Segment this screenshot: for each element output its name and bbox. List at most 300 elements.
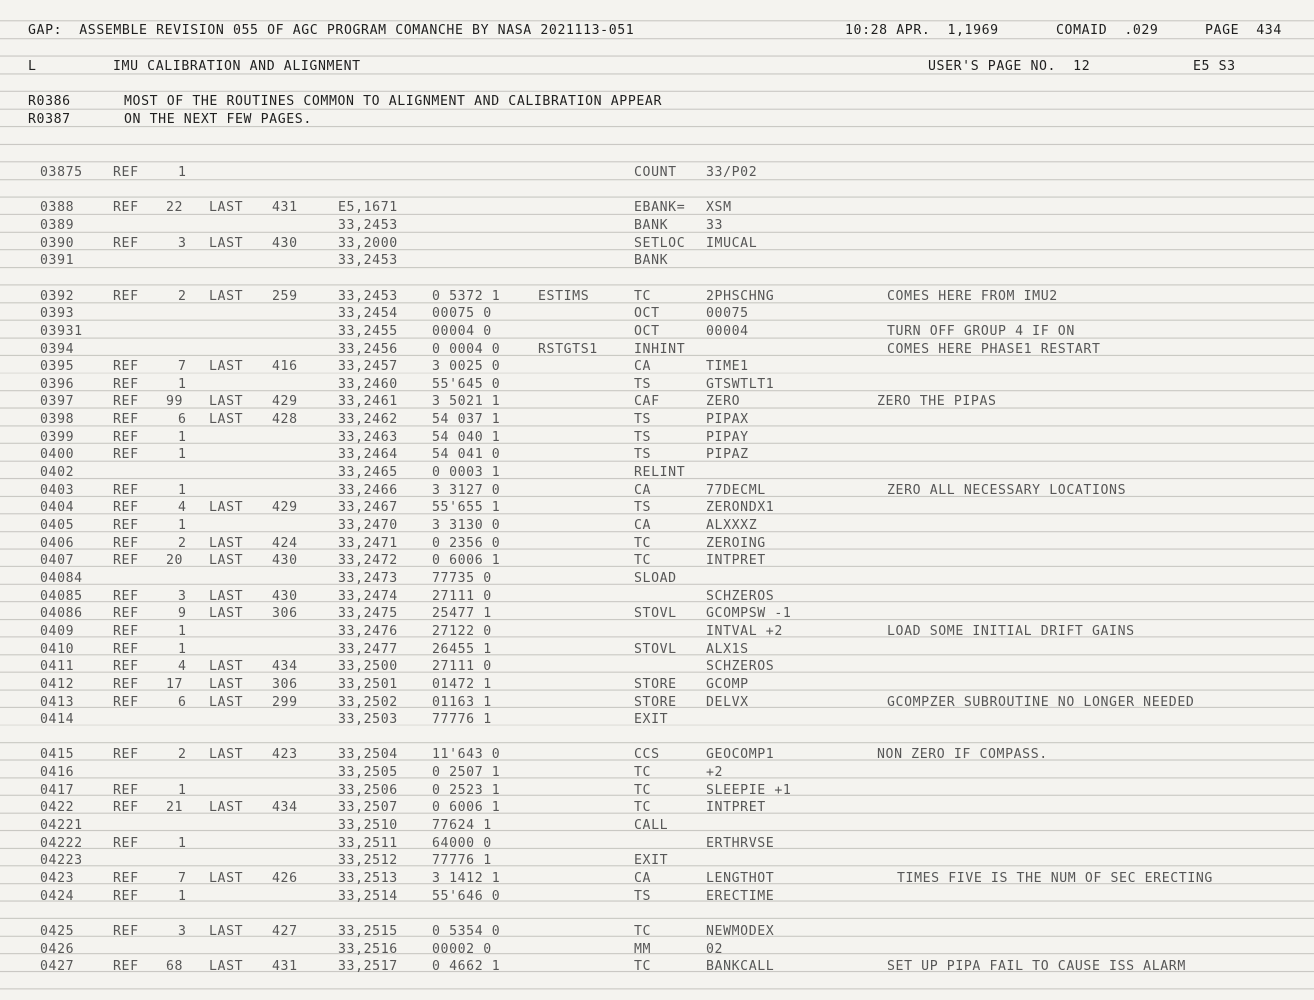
line-number: 0395: [40, 359, 75, 375]
ref-count: 20: [166, 553, 184, 569]
last-page: 431: [272, 959, 298, 975]
line-number: 0397: [40, 394, 75, 410]
ref-label: REF: [113, 800, 139, 816]
octal-word: 77776 1: [432, 712, 492, 728]
octal-word: 54 041 0: [432, 447, 501, 463]
ref-count: 17: [166, 676, 184, 692]
octal-word: 3 3130 0: [432, 518, 501, 533]
address: 33,2471: [338, 535, 398, 551]
operand: XSM: [706, 200, 732, 216]
octal-word: 0 2507 1: [432, 765, 501, 781]
last-page: 306: [272, 606, 298, 622]
opcode: STOVL: [634, 641, 677, 657]
blank-row: [0, 729, 1314, 747]
opcode: INHINT: [634, 341, 686, 357]
ref-count: 4: [178, 500, 187, 516]
address: 33,2517: [338, 959, 398, 975]
ref-count: 1: [178, 835, 187, 851]
address: 33,2473: [338, 571, 398, 586]
address: 33,2453: [338, 253, 398, 269]
last-label: LAST: [209, 588, 244, 604]
ref-label: REF: [113, 359, 139, 375]
listing-row: [0, 446, 1314, 464]
ref-count: 1: [178, 429, 187, 445]
listing-row: [0, 852, 1314, 870]
opcode: EBANK=: [634, 200, 686, 216]
octal-word: 54 040 1: [432, 429, 501, 445]
address: 33,2466: [338, 482, 398, 498]
octal-word: 0 6006 1: [432, 553, 501, 569]
listing-row: [0, 623, 1314, 641]
ref-label: REF: [113, 553, 139, 569]
operand: SLEEPIE +1: [706, 782, 792, 798]
address: 33,2454: [338, 306, 398, 322]
opcode: BANK: [634, 217, 669, 233]
address: 33,2453: [338, 288, 398, 304]
octal-word: 0 0004 0: [432, 341, 501, 357]
opcode: STOVL: [634, 606, 677, 622]
operand: 02: [706, 941, 724, 957]
ref-count: 99: [166, 394, 184, 410]
last-label: LAST: [209, 500, 244, 516]
address: 33,2516: [338, 941, 398, 957]
listing-row: [0, 764, 1314, 782]
last-page: 430: [272, 588, 298, 604]
opcode: TS: [634, 412, 652, 428]
ref-label: REF: [113, 394, 139, 410]
listing-row: [0, 393, 1314, 411]
listing-row: [0, 694, 1314, 712]
listing-row: [0, 235, 1314, 253]
opcode: OCT: [634, 306, 660, 322]
octal-word: 0 4662 1: [432, 959, 501, 975]
line-number: 0399: [40, 429, 75, 445]
last-label: LAST: [209, 235, 244, 251]
ref-label: REF: [113, 447, 139, 463]
ref-count: 3: [178, 235, 187, 251]
ref-label: REF: [113, 588, 139, 604]
opcode: TC: [634, 535, 652, 551]
opcode: CAF: [634, 394, 660, 410]
address: 33,2506: [338, 782, 398, 798]
listing-row: [0, 464, 1314, 482]
listing-row: [0, 552, 1314, 570]
line-number: 0402: [40, 465, 75, 480]
line-number: 0409: [40, 623, 75, 639]
listing-row: [0, 676, 1314, 694]
listing-row: [0, 217, 1314, 235]
opcode: TC: [634, 782, 652, 798]
last-label: LAST: [209, 959, 244, 975]
listing-row: [0, 288, 1314, 306]
listing-row: [0, 588, 1314, 606]
octal-word: 25477 1: [432, 606, 492, 622]
operand: ZERO: [706, 394, 741, 410]
address: 33,2510: [338, 818, 398, 833]
opcode: OCT: [634, 323, 660, 339]
last-page: 426: [272, 871, 298, 886]
opcode: TC: [634, 765, 652, 781]
ref-label: REF: [113, 235, 139, 251]
listing-row: [0, 252, 1314, 270]
ref-count: 1: [178, 518, 187, 533]
line-number: 0422: [40, 800, 75, 816]
ref-count: 1: [178, 376, 187, 392]
line-number: 0390: [40, 235, 75, 251]
operand: ALX1S: [706, 641, 749, 657]
section-code: E5 S3: [1193, 59, 1236, 74]
last-page: 306: [272, 676, 298, 692]
last-page: 299: [272, 694, 298, 710]
header-datetime: 10:28 APR. 1,1969: [845, 23, 999, 38]
address: 33,2463: [338, 429, 398, 445]
opcode: CALL: [634, 818, 669, 833]
listing-row: [0, 817, 1314, 835]
line-number: 0400: [40, 447, 75, 463]
comment: TURN OFF GROUP 4 IF ON: [887, 323, 1075, 339]
octal-word: 27111 0: [432, 659, 492, 675]
ref-count: 21: [166, 800, 184, 816]
octal-word: 55'655 1: [432, 500, 501, 516]
address: 33,2456: [338, 341, 398, 357]
operand: PIPAX: [706, 412, 749, 428]
operand: GCOMPSW -1: [706, 606, 792, 622]
section-title: IMU CALIBRATION AND ALIGNMENT: [113, 59, 361, 74]
ref-label: REF: [113, 659, 139, 675]
octal-word: 77776 1: [432, 853, 492, 869]
subheader-line: [0, 58, 1314, 76]
line-number: 0425: [40, 923, 75, 939]
last-label: LAST: [209, 923, 244, 939]
comment: NON ZERO IF COMPASS.: [877, 747, 1048, 763]
line-number: 04084: [40, 571, 83, 586]
header-page: PAGE 434: [1205, 23, 1282, 38]
ref-label: REF: [113, 288, 139, 304]
line-number: 0410: [40, 641, 75, 657]
octal-word: 01472 1: [432, 676, 492, 692]
ref-count: 2: [178, 288, 187, 304]
listing-row: [0, 799, 1314, 817]
operand: TIME1: [706, 359, 749, 375]
ref-count: 3: [178, 588, 187, 604]
ref-label: REF: [113, 606, 139, 622]
code-label: RSTGTS1: [538, 341, 598, 357]
comment: LOAD SOME INITIAL DRIFT GAINS: [887, 623, 1135, 639]
operand: GTSWTLT1: [706, 376, 775, 392]
line-number: 0405: [40, 518, 75, 533]
last-page: 259: [272, 288, 298, 304]
operand: 33: [706, 217, 724, 233]
remark-id: R0386: [28, 94, 71, 109]
ref-label: REF: [113, 835, 139, 851]
octal-word: 0 2523 1: [432, 782, 501, 798]
remark-line: [0, 111, 1314, 129]
operand: 00075: [706, 306, 749, 322]
last-label: LAST: [209, 412, 244, 428]
operand: PIPAZ: [706, 447, 749, 463]
ref-count: 6: [178, 694, 187, 710]
address: 33,2504: [338, 747, 398, 763]
octal-word: 55'645 0: [432, 376, 501, 392]
address: 33,2515: [338, 923, 398, 939]
line-number: 0427: [40, 959, 75, 975]
last-page: 430: [272, 553, 298, 569]
ref-count: 1: [178, 482, 187, 498]
comment: ZERO THE PIPAS: [877, 394, 997, 410]
address: 33,2457: [338, 359, 398, 375]
last-page: 434: [272, 659, 298, 675]
opcode: TS: [634, 429, 652, 445]
ref-count: 9: [178, 606, 187, 622]
last-label: LAST: [209, 871, 244, 886]
listing-row: [0, 482, 1314, 500]
opcode: TC: [634, 288, 652, 304]
header-comaid: COMAID .029: [1056, 23, 1159, 38]
comment: SET UP PIPA FAIL TO CAUSE ISS ALARM: [887, 959, 1186, 975]
ref-label: REF: [113, 165, 139, 180]
opcode: CA: [634, 482, 652, 498]
line-number: 0406: [40, 535, 75, 551]
operand: GEOCOMP1: [706, 747, 775, 763]
address: 33,2464: [338, 447, 398, 463]
listing-row: [0, 323, 1314, 341]
octal-word: 00075 0: [432, 306, 492, 322]
line-number: 04086: [40, 606, 83, 622]
opcode: TC: [634, 923, 652, 939]
line-number: 04222: [40, 835, 83, 851]
operand: SCHZEROS: [706, 659, 775, 675]
ref-count: 2: [178, 747, 187, 763]
listing-row: [0, 358, 1314, 376]
listing-row: [0, 429, 1314, 447]
ref-label: REF: [113, 923, 139, 939]
octal-word: 54 037 1: [432, 412, 501, 428]
octal-word: 0 5354 0: [432, 923, 501, 939]
ref-count: 4: [178, 659, 187, 675]
operand: BANKCALL: [706, 959, 775, 975]
opcode: TS: [634, 376, 652, 392]
address: 33,2470: [338, 518, 398, 533]
last-label: LAST: [209, 535, 244, 551]
line-number: 0391: [40, 253, 75, 269]
comment: TIMES FIVE IS THE NUM OF SEC ERECTING: [897, 871, 1213, 886]
address: 33,2514: [338, 888, 398, 904]
header-line: [0, 22, 1314, 40]
address: 33,2513: [338, 871, 398, 886]
operand: ZERONDX1: [706, 500, 775, 516]
ref-label: REF: [113, 782, 139, 798]
octal-word: 77735 0: [432, 571, 492, 586]
octal-word: 00004 0: [432, 323, 492, 339]
line-number: 04085: [40, 588, 83, 604]
last-label: LAST: [209, 747, 244, 763]
operand: 00004: [706, 323, 749, 339]
address: 33,2512: [338, 853, 398, 869]
octal-word: 0 0003 1: [432, 465, 501, 480]
listing-row: [0, 658, 1314, 676]
operand: PIPAY: [706, 429, 749, 445]
operand: LENGTHOT: [706, 871, 775, 886]
opcode: SLOAD: [634, 571, 677, 586]
listing-row: [0, 517, 1314, 535]
last-page: 428: [272, 412, 298, 428]
last-page: 416: [272, 359, 298, 375]
line-number: 0426: [40, 941, 75, 957]
ref-label: REF: [113, 888, 139, 904]
last-label: LAST: [209, 200, 244, 216]
listing-row: [0, 870, 1314, 888]
address: 33,2511: [338, 835, 398, 851]
ref-count: 3: [178, 923, 187, 939]
line-number: 0394: [40, 341, 75, 357]
ref-label: REF: [113, 200, 139, 216]
line-number: 0389: [40, 217, 75, 233]
listing-row: [0, 641, 1314, 659]
listing-row: [0, 835, 1314, 853]
operand: IMUCAL: [706, 235, 758, 251]
last-label: LAST: [209, 676, 244, 692]
opcode: STORE: [634, 694, 677, 710]
ref-label: REF: [113, 694, 139, 710]
opcode: TC: [634, 553, 652, 569]
remark-line: [0, 93, 1314, 111]
last-label: LAST: [209, 606, 244, 622]
operand: ALXXXZ: [706, 518, 758, 533]
operand: DELVX: [706, 694, 749, 710]
listing-row: [0, 376, 1314, 394]
listing-row: [0, 305, 1314, 323]
octal-word: 55'646 0: [432, 888, 501, 904]
address: 33,2500: [338, 659, 398, 675]
comment: COMES HERE FROM IMU2: [887, 288, 1058, 304]
ref-label: REF: [113, 535, 139, 551]
operand: 2PHSCHNG: [706, 288, 775, 304]
line-number: 0392: [40, 288, 75, 304]
operand: 77DECML: [706, 482, 766, 498]
octal-word: 64000 0: [432, 835, 492, 851]
ref-label: REF: [113, 412, 139, 428]
address: 33,2502: [338, 694, 398, 710]
blank-row: [0, 270, 1314, 288]
listing-row: [0, 164, 1314, 182]
last-label: LAST: [209, 553, 244, 569]
last-page: 429: [272, 394, 298, 410]
opcode: CA: [634, 359, 652, 375]
line-number: 0414: [40, 712, 75, 728]
octal-word: 27111 0: [432, 588, 492, 604]
ref-count: 22: [166, 200, 184, 216]
listing-row: [0, 605, 1314, 623]
address: 33,2507: [338, 800, 398, 816]
listing-row: [0, 711, 1314, 729]
line-number: 03931: [40, 323, 83, 339]
operand: SCHZEROS: [706, 588, 775, 604]
line-number: 0413: [40, 694, 75, 710]
ref-label: REF: [113, 429, 139, 445]
opcode: SETLOC: [634, 235, 686, 251]
listing-row: [0, 958, 1314, 976]
line-number: 0396: [40, 376, 75, 392]
opcode: TC: [634, 800, 652, 816]
opcode: TS: [634, 447, 652, 463]
ref-label: REF: [113, 518, 139, 533]
address: E5,1671: [338, 200, 398, 216]
address: 33,2465: [338, 465, 398, 480]
listing-row: [0, 411, 1314, 429]
ref-label: REF: [113, 623, 139, 639]
ref-count: 1: [178, 623, 187, 639]
last-label: LAST: [209, 694, 244, 710]
blank-row: [0, 905, 1314, 923]
ref-label: REF: [113, 500, 139, 516]
octal-word: 77624 1: [432, 818, 492, 833]
listing-row: [0, 341, 1314, 359]
remark-text: MOST OF THE ROUTINES COMMON TO ALIGNMENT AND CALIBRATION APPEAR: [124, 94, 662, 109]
octal-word: 27122 0: [432, 623, 492, 639]
octal-word: 26455 1: [432, 641, 492, 657]
users-page-number: USER'S PAGE NO. 12: [928, 59, 1091, 74]
address: 33,2460: [338, 376, 398, 392]
operand: 33/P02: [706, 165, 758, 180]
line-number: 0411: [40, 659, 75, 675]
line-number: 0415: [40, 747, 75, 763]
ref-count: 68: [166, 959, 184, 975]
comment: COMES HERE PHASE1 RESTART: [887, 341, 1101, 357]
remark-id: R0387: [28, 112, 71, 127]
last-page: 434: [272, 800, 298, 816]
operand: GCOMP: [706, 676, 749, 692]
opcode: TS: [634, 888, 652, 904]
ref-label: REF: [113, 871, 139, 886]
last-page: 427: [272, 923, 298, 939]
listing-row: [0, 888, 1314, 906]
address: 33,2453: [338, 217, 398, 233]
octal-word: 01163 1: [432, 694, 492, 710]
line-number: 0403: [40, 482, 75, 498]
ref-label: REF: [113, 676, 139, 692]
opcode: CCS: [634, 747, 660, 763]
ref-label: REF: [113, 641, 139, 657]
listing-row: [0, 923, 1314, 941]
comment: ZERO ALL NECESSARY LOCATIONS: [887, 482, 1127, 498]
line-number: 0416: [40, 765, 75, 781]
ref-count: 1: [178, 782, 187, 798]
address: 33,2503: [338, 712, 398, 728]
last-label: LAST: [209, 288, 244, 304]
ref-label: REF: [113, 959, 139, 975]
last-label: LAST: [209, 659, 244, 675]
octal-word: 0 6006 1: [432, 800, 501, 816]
address: 33,2501: [338, 676, 398, 692]
line-number: 0417: [40, 782, 75, 798]
opcode: EXIT: [634, 853, 669, 869]
address: 33,2505: [338, 765, 398, 781]
operand: INTPRET: [706, 553, 766, 569]
line-number: 0398: [40, 412, 75, 428]
blank-row: [0, 182, 1314, 200]
address: 33,2000: [338, 235, 398, 251]
octal-word: 0 2356 0: [432, 535, 501, 551]
remark-text: ON THE NEXT FEW PAGES.: [124, 112, 312, 127]
octal-word: 00002 0: [432, 941, 492, 957]
operand: +2: [706, 765, 724, 781]
operand: NEWMODEX: [706, 923, 775, 939]
line-number: 0388: [40, 200, 75, 216]
opcode: EXIT: [634, 712, 669, 728]
comment: GCOMPZER SUBROUTINE NO LONGER NEEDED: [887, 694, 1195, 710]
listing-row: [0, 570, 1314, 588]
subheader-letter: L: [28, 59, 37, 74]
